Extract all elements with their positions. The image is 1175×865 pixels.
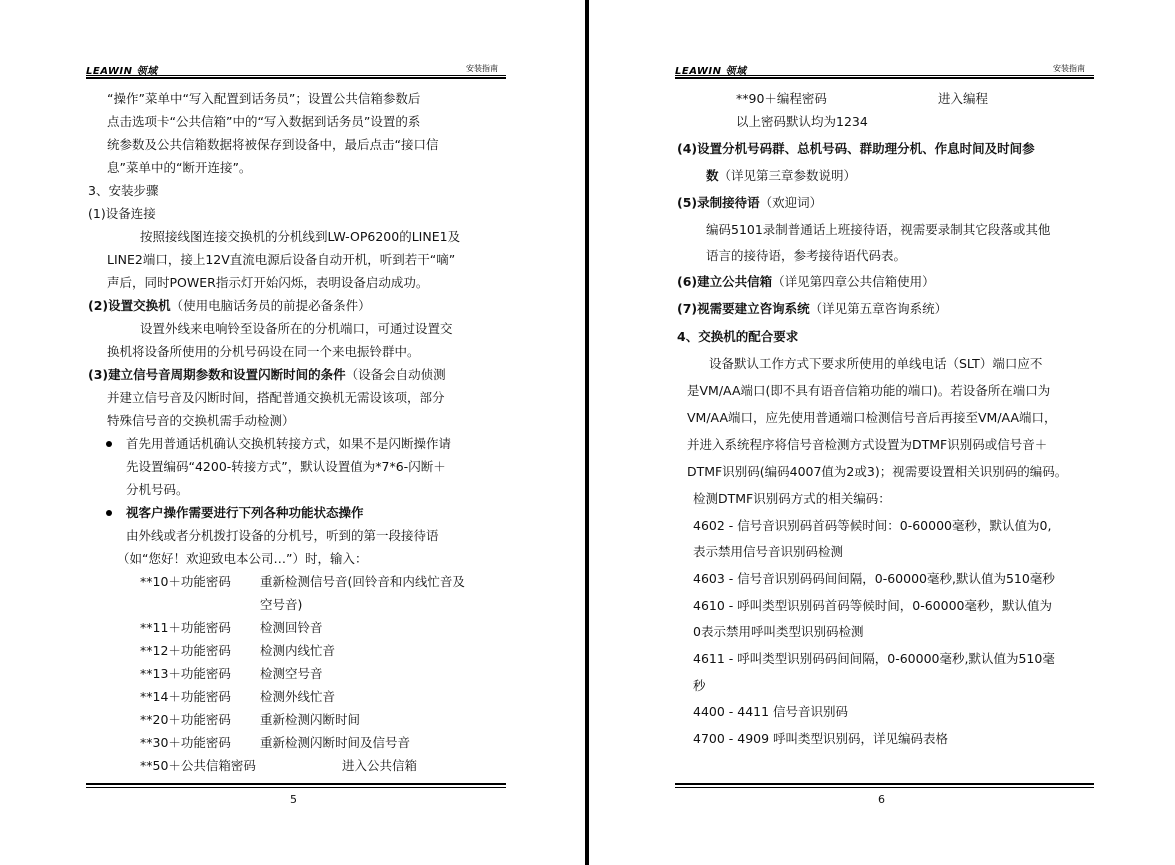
step-title: 数 [706, 168, 719, 183]
code-item: **14＋功能密码 [140, 689, 231, 704]
paragraph-line: “操作”菜单中“写入配置到话务员”；设置公共信箱参数后 [107, 91, 421, 106]
header-rule-thick [86, 77, 506, 79]
step-heading [88, 366, 446, 384]
code-definition: 表示禁用信号音识别码检测 [693, 544, 844, 559]
bullet-icon [106, 510, 112, 516]
code-definition: 4700 - 4909 呼叫类型识别码，详见编码表格 [693, 731, 949, 746]
code-item: **30＋功能密码 [140, 735, 231, 750]
paragraph-line: 息”菜单中的“断开连接”。 [107, 160, 252, 175]
code-description: 进入公共信箱 [342, 758, 418, 773]
code-definition: 秒 [693, 678, 706, 693]
code-item: **11＋功能密码 [140, 620, 231, 635]
step-note: （欢迎词） [759, 195, 823, 210]
code-description: 重新检测闪断时间及信号音 [260, 735, 411, 750]
paragraph-line: 以上密码默认均为1234 [736, 114, 868, 129]
footer-rule [86, 787, 506, 788]
step-heading [677, 194, 822, 212]
step-heading-continued [706, 167, 856, 185]
step-note: （详见第四章公共信箱使用） [772, 274, 935, 289]
paragraph-line: LINE2端口，接上12V直流电源后设备自动开机，听到若干“嘀” [107, 252, 456, 267]
paragraph-line: DTMF识别码(编码4007值为2或3)；视需要设置相关识别码的编码。 [687, 464, 1068, 479]
code-definition: 0表示禁用呼叫类型识别码检测 [693, 624, 864, 639]
page-6 [589, 0, 1175, 865]
leawin-logo: LEAWIN 领域 [86, 66, 158, 77]
step-note: （使用电脑话务员的前提必备条件） [170, 298, 371, 313]
code-item: **12＋功能密码 [140, 643, 231, 658]
paragraph-line: 点击选项卡“公共信箱”中的“写入数据到话务员”设置的系 [107, 114, 421, 129]
paragraph-line: VM/AA端口，应先使用普通端口检测信号音后再接至VM/AA端口， [687, 410, 1057, 425]
code-description: 进入编程 [938, 91, 989, 106]
paragraph-line: 编码5101录制普通话上班接待语，视需要录制其它段落或其他 [706, 222, 1051, 237]
paragraph-line: 声后，同时POWER指示灯开始闪烁，表明设备启动成功。 [107, 275, 429, 290]
paragraph-line: （如“您好！欢迎致电本公司…”）时，输入： [117, 551, 368, 566]
header-section-title: 安装指南 [1053, 64, 1085, 73]
step-heading [677, 300, 947, 318]
paragraph-line: 语言的接待语，参考接待语代码表。 [706, 248, 907, 263]
step-heading [677, 273, 935, 291]
paragraph-line: 并建立信号音及闪断时间，搭配普通交换机无需设该项，部分 [107, 390, 445, 405]
code-item: **10＋功能密码 [140, 574, 231, 589]
paragraph-line: 特殊信号音的交换机需手动检测） [107, 413, 295, 428]
step-title: (3)建立信号音周期参数和设置闪断时间的条件 [88, 367, 346, 382]
paragraph-line: 设置外线来电响铃至设备所在的分机端口，可通过设置交 [140, 321, 453, 336]
footer-rule-thick [675, 783, 1094, 785]
code-item: **90＋编程密码 [736, 91, 827, 106]
code-definition: 4611 - 呼叫类型识别码码间间隔，0-60000毫秒,默认值为510毫 [693, 651, 1055, 666]
section-heading: 3、安装步骤 [88, 183, 159, 198]
step-note: （设备会自动侦测 [345, 367, 446, 382]
step-title: (7)视需要建立咨询系统 [677, 301, 810, 316]
header-rule [86, 75, 506, 76]
code-item: **50＋公共信箱密码 [140, 758, 256, 773]
bullet-heading: 视客户操作需要进行下列各种功能状态操作 [126, 505, 364, 520]
footer-rule [675, 787, 1094, 788]
code-description: 检测内线忙音 [260, 643, 336, 658]
code-description: 检测回铃音 [260, 620, 323, 635]
paragraph-line: 由外线或者分机拨打设备的分机号，听到的第一段接待语 [126, 528, 439, 543]
paragraph-line: 首先用普通话机确认交换机转接方式，如果不是闪断操作请 [126, 436, 452, 451]
step-title: (6)建立公共信箱 [677, 274, 773, 289]
paragraph-line: 是VM/AA端口(即不具有语音信箱功能的端口)。若设备所在端口为 [687, 383, 1051, 398]
step-heading: (1)设备连接 [88, 206, 156, 221]
bullet-icon [106, 441, 112, 447]
section-heading: 4、交换机的配合要求 [677, 329, 799, 344]
paragraph-line: 换机将设备所使用的分机号码设在同一个来电振铃群中。 [107, 344, 420, 359]
step-title: (2)设置交换机 [88, 298, 171, 313]
code-description: 重新检测闪断时间 [260, 712, 361, 727]
step-note: （详见第三章参数说明） [718, 168, 857, 183]
code-description: 空号音) [260, 597, 303, 612]
page-number: 6 [878, 793, 885, 806]
header-section-title: 安装指南 [466, 64, 498, 73]
code-definition: 4603 - 信号音识别码码间间隔，0-60000毫秒,默认值为510毫秒 [693, 571, 1055, 586]
step-heading: (4)设置分机号码群、总机号码、群助理分机、作息时间及时间参 [677, 141, 1035, 156]
leawin-logo: LEAWIN 领域 [675, 66, 747, 77]
step-note: （详见第五章咨询系统） [809, 301, 948, 316]
step-title: (5)录制接待语 [677, 195, 760, 210]
page-number: 5 [290, 793, 297, 806]
code-item: **20＋功能密码 [140, 712, 231, 727]
code-description: 重新检测信号音(回铃音和内线忙音及 [260, 574, 465, 589]
paragraph-line: 先设置编码“4200-转接方式”，默认设置值为*7*6-闪断＋ [126, 459, 446, 474]
paragraph-line: 按照接线图连接交换机的分机线到LW-OP6200的LINE1及 [140, 229, 461, 244]
paragraph-line: 分机号码。 [126, 482, 189, 497]
code-item: **13＋功能密码 [140, 666, 231, 681]
code-definition: 4400 - 4411 信号音识别码 [693, 704, 849, 719]
header-rule-thick [675, 77, 1094, 79]
code-definition: 4610 - 呼叫类型识别码首码等候时间，0-60000毫秒，默认值为 [693, 598, 1052, 613]
footer-rule-thick [86, 783, 506, 785]
paragraph-line: 检测DTMF识别码方式的相关编码： [693, 491, 891, 506]
code-definition: 4602 - 信号音识别码首码等候时间：0-60000毫秒，默认值为0, [693, 518, 1052, 533]
step-heading [88, 297, 371, 315]
code-description: 检测空号音 [260, 666, 323, 681]
header-rule [675, 75, 1094, 76]
paragraph-line: 统参数及公共信箱数据将被保存到设备中，最后点击“接口信 [107, 137, 439, 152]
paragraph-line: 设备默认工作方式下要求所使用的单线电话（SLT）端口应不 [709, 356, 1043, 371]
paragraph-line: 并进入系统程序将信号音检测方式设置为DTMF识别码或信号音＋ [687, 437, 1048, 452]
page-5 [0, 0, 585, 865]
code-description: 检测外线忙音 [260, 689, 336, 704]
